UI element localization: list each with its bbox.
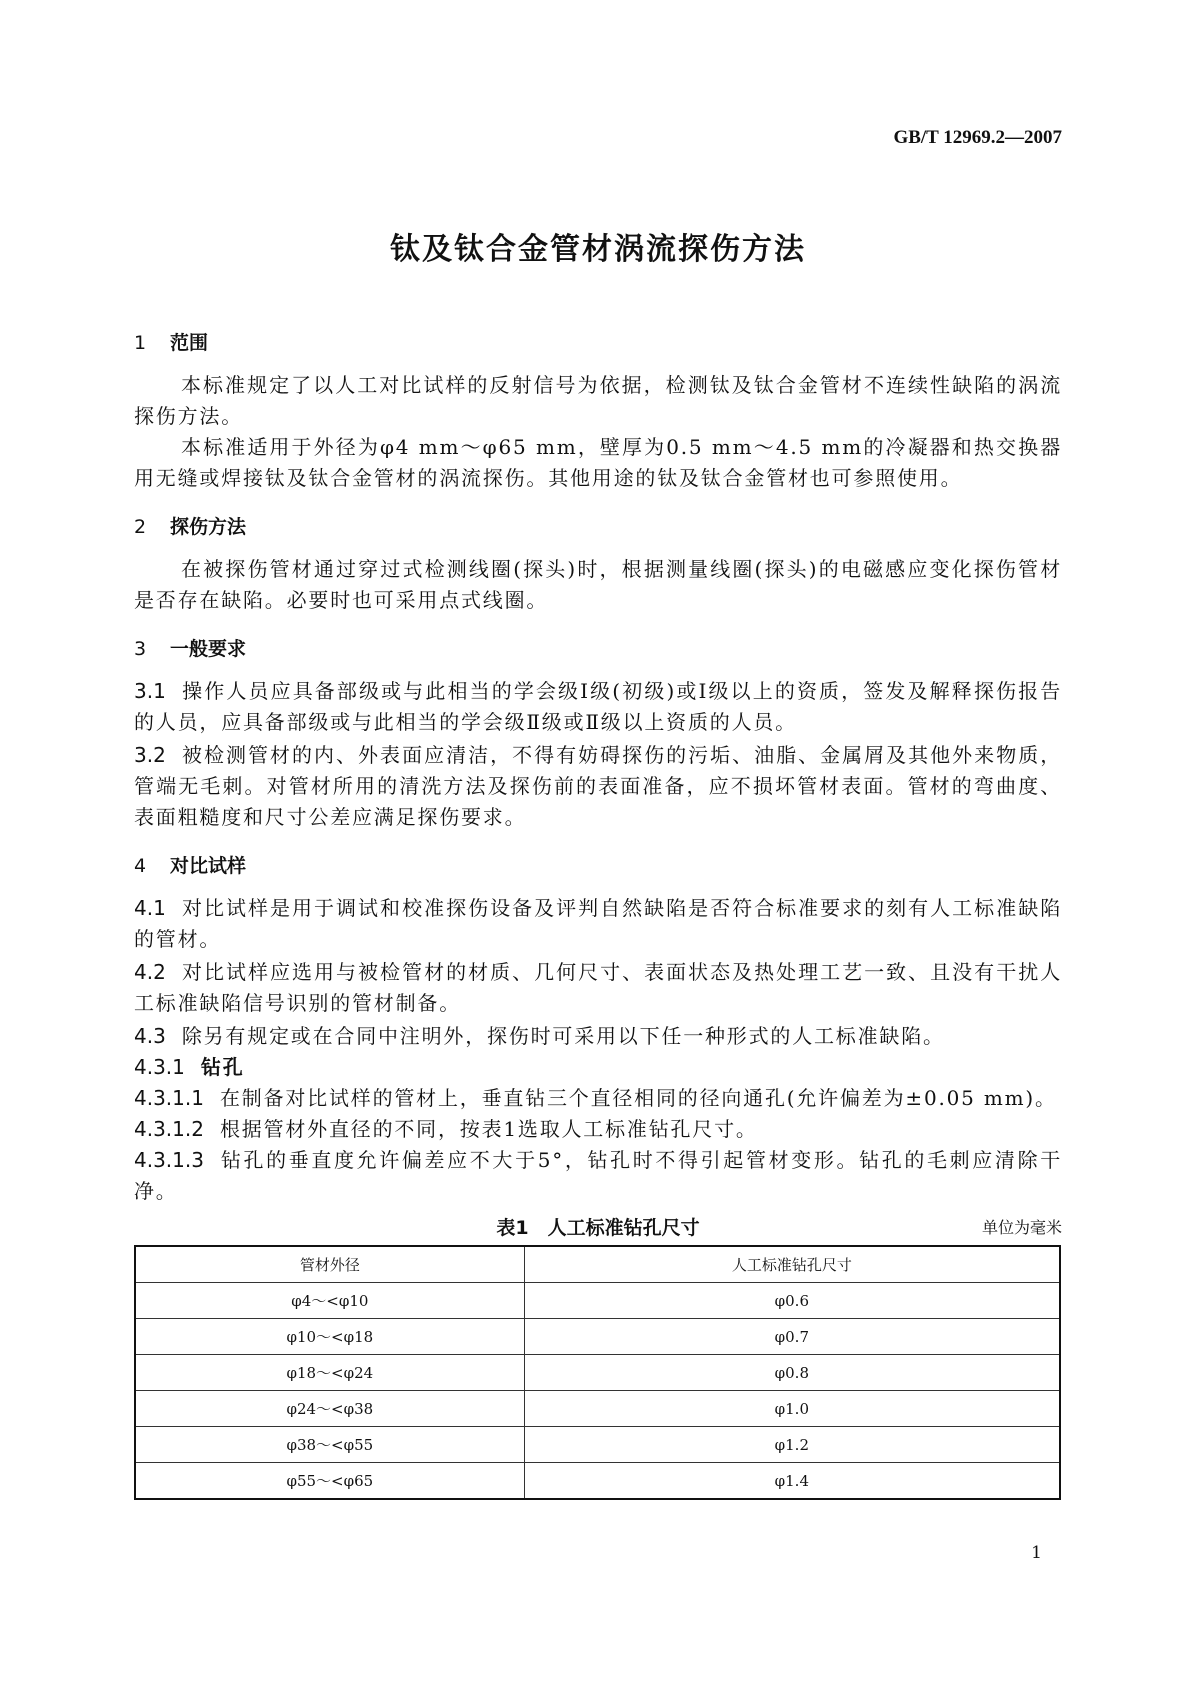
- clause-3-1: [134, 676, 1062, 738]
- table-row: [135, 1283, 1060, 1319]
- section-heading-1: [134, 330, 1062, 356]
- section-heading-2: [134, 514, 1062, 540]
- clause-number: 3.1: [134, 679, 166, 703]
- section-title: 一般要求: [170, 638, 247, 660]
- table-cell: φ10～<φ18: [135, 1319, 524, 1355]
- table-cell: φ18～<φ24: [135, 1355, 524, 1391]
- clause-text: 钻孔: [200, 1055, 245, 1079]
- column-header: 管材外径: [135, 1246, 524, 1283]
- clause-4-3: [134, 1021, 1062, 1052]
- clause-text: 钻孔的垂直度允许偏差应不大于5°，钻孔时不得引起管材变形。钻孔的毛刺应清除干净。: [134, 1148, 1062, 1203]
- table-unit: 单位为毫米: [981, 1218, 1062, 1237]
- clause-text: 对比试样应选用与被检管材的材质、几何尺寸、表面状态及热处理工艺一致、且没有干扰人工标准缺陷信号识别的管材制备。: [134, 960, 1062, 1015]
- clause-number: 4.3.1.1: [134, 1086, 204, 1110]
- table-row: [135, 1319, 1060, 1355]
- clause-4-2: [134, 957, 1062, 1019]
- table-cell: φ4～<φ10: [135, 1283, 524, 1319]
- section-heading-3: [134, 636, 1062, 662]
- clause-4-3-1: [134, 1052, 1062, 1083]
- document-title: 钛及钛合金管材涡流探伤方法: [390, 232, 806, 267]
- column-header: 人工标准钻孔尺寸: [524, 1246, 1060, 1283]
- table-caption: 表1 人工标准钻孔尺寸: [496, 1217, 700, 1239]
- clause-4-3-1-1: [134, 1083, 1062, 1114]
- clause-number: 4.3.1: [134, 1055, 185, 1079]
- clause-number: 4.2: [134, 960, 166, 984]
- clause-text: 除另有规定或在合同中注明外，探伤时可采用以下任一种形式的人工标准缺陷。: [181, 1024, 945, 1048]
- table-cell: φ0.8: [524, 1355, 1060, 1391]
- table-cell: φ0.6: [524, 1283, 1060, 1319]
- table-row: [135, 1391, 1060, 1427]
- clause-number: 4.3: [134, 1024, 166, 1048]
- clause-4-3-1-3: [134, 1145, 1062, 1207]
- table-cell: φ24～<φ38: [135, 1391, 524, 1427]
- section-number: 4: [134, 855, 147, 877]
- table-cell: φ55～<φ65: [135, 1463, 524, 1500]
- table-header-row: [135, 1246, 1060, 1283]
- clause-4-1: [134, 893, 1062, 955]
- clause-text: 在制备对比试样的管材上，垂直钻三个直径相同的径向通孔(允许偏差为±0.05 mm)。: [219, 1086, 1057, 1110]
- page-content: [134, 126, 1062, 1564]
- clause-number: 4.1: [134, 896, 166, 920]
- clause-text: 被检测管材的内、外表面应清洁，不得有妨碍探伤的污垢、油脂、金属屑及其他外来物质，管端无毛刺。对管材所用的清洗方法及探伤前的表面准备，应不损坏管材表面。管材的弯曲度、表面粗糙度和尺寸公差应满足探伤要求。: [134, 743, 1062, 829]
- paragraph: 本标准适用于外径为φ4 mm～φ65 mm，壁厚为0.5 mm～4.5 mm的冷凝器和热交换器用无缝或焊接钛及钛合金管材的涡流探伤。其他用途的钛及钛合金管材也可参照使用。: [134, 435, 1062, 490]
- section-number: 1: [134, 332, 147, 354]
- table-caption-row: [134, 1213, 1062, 1243]
- table-cell: φ38～<φ55: [135, 1427, 524, 1463]
- section-heading-4: [134, 853, 1062, 879]
- paragraph: 在被探伤管材通过穿过式检测线圈(探头)时，根据测量线圈(探头)的电磁感应变化探伤管材是否存在缺陷。必要时也可采用点式线圈。: [134, 557, 1062, 612]
- standard-code: GB/T 12969.2—2007: [893, 127, 1062, 148]
- clause-number: 3.2: [134, 743, 166, 767]
- clause-3-2: [134, 740, 1062, 833]
- paragraph: 本标准规定了以人工对比试样的反射信号为依据，检测钛及钛合金管材不连续性缺陷的涡流探伤方法。: [134, 373, 1062, 428]
- clause-text: 操作人员应具备部级或与此相当的学会级Ⅰ级(初级)或Ⅰ级以上的资质，签发及解释探伤报告的人员，应具备部级或与此相当的学会级Ⅱ级或Ⅱ级以上资质的人员。: [134, 679, 1062, 734]
- section-title: 对比试样: [170, 855, 247, 877]
- table-row: [135, 1355, 1060, 1391]
- section-title: 探伤方法: [170, 516, 247, 538]
- section-number: 3: [134, 638, 147, 660]
- drill-hole-size-table: [134, 1245, 1061, 1500]
- table-row: [135, 1463, 1060, 1500]
- clause-4-3-1-2: [134, 1114, 1062, 1145]
- table-cell: φ0.7: [524, 1319, 1060, 1355]
- section-title: 范围: [170, 332, 209, 354]
- clause-number: 4.3.1.2: [134, 1117, 204, 1141]
- table-cell: φ1.0: [524, 1391, 1060, 1427]
- table-row: [135, 1427, 1060, 1463]
- section-number: 2: [134, 516, 147, 538]
- page-number: 1: [1031, 1543, 1042, 1563]
- table-cell: φ1.4: [524, 1463, 1060, 1500]
- clause-text: 根据管材外直径的不同，按表1选取人工标准钻孔尺寸。: [219, 1117, 758, 1141]
- clause-text: 对比试样是用于调试和校准探伤设备及评判自然缺陷是否符合标准要求的刻有人工标准缺陷的管材。: [134, 896, 1062, 951]
- clause-number: 4.3.1.3: [134, 1148, 204, 1172]
- table-cell: φ1.2: [524, 1427, 1060, 1463]
